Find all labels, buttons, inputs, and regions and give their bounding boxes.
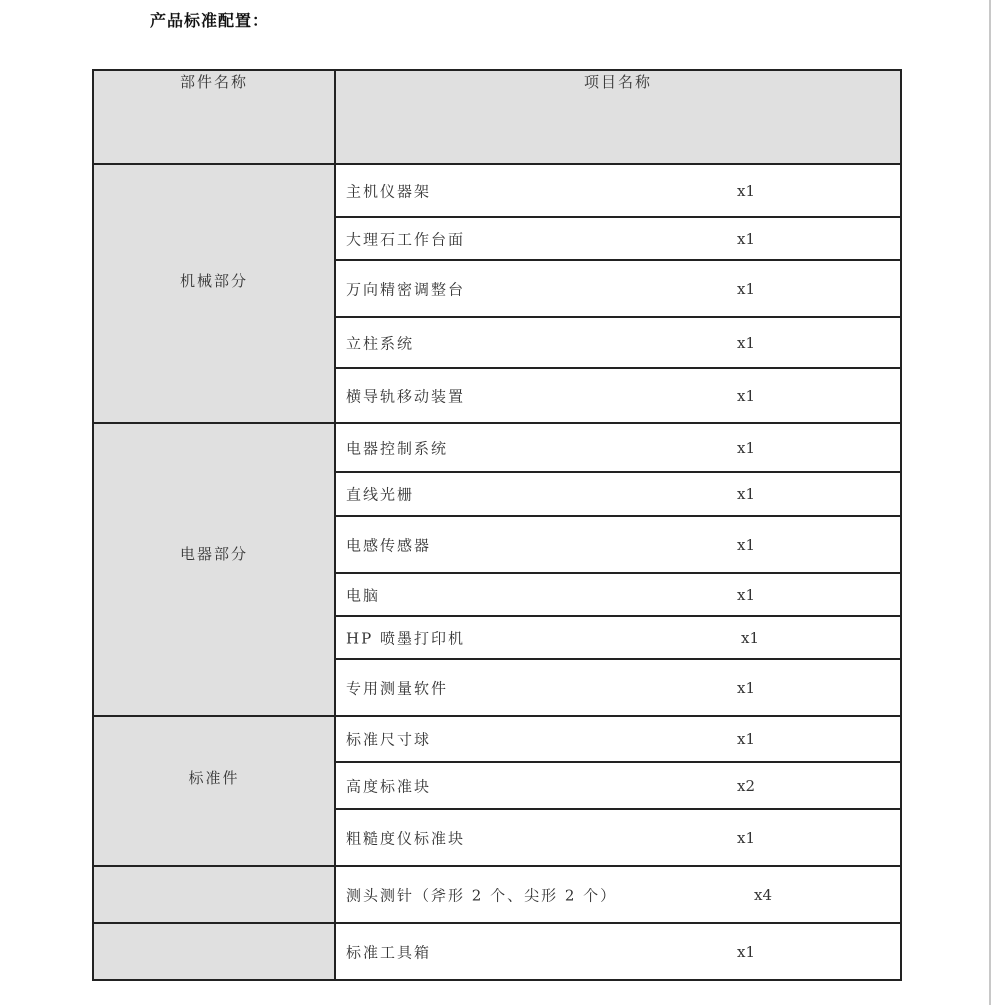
item-name: 测头测针（斧形 2 个、尖形 2 个） — [346, 886, 618, 904]
item-cell — [335, 164, 901, 217]
table-row — [93, 423, 901, 472]
item-cell — [335, 866, 901, 923]
item-qty: x1 — [737, 535, 756, 554]
configuration-table — [92, 69, 902, 981]
table-row — [93, 866, 901, 923]
item-cell — [335, 217, 901, 260]
item-name: 标准尺寸球 — [346, 730, 432, 749]
group-empty — [93, 866, 335, 923]
item-name: HP 喷墨打印机 — [346, 629, 465, 647]
item-cell — [335, 317, 901, 368]
item-name: 高度标准块 — [346, 777, 432, 795]
item-name: 万向精密调整台 — [346, 280, 466, 298]
item-qty: x1 — [737, 229, 756, 248]
item-cell — [335, 423, 901, 472]
item-cell — [335, 573, 901, 616]
item-cell — [335, 260, 901, 317]
item-qty: x2 — [737, 776, 756, 795]
item-name: 横导轨移动装置 — [346, 387, 466, 405]
item-cell — [335, 368, 901, 423]
item-qty: x1 — [737, 333, 756, 352]
header-item-name: 项目名称 — [335, 70, 901, 164]
item-name: 电脑 — [346, 586, 381, 604]
item-qty: x1 — [737, 181, 756, 200]
item-qty: x4 — [754, 885, 773, 904]
group-mechanical — [93, 164, 335, 423]
group-label: 标准件 — [188, 768, 240, 787]
item-name: 立柱系统 — [346, 334, 415, 352]
item-cell — [335, 923, 901, 980]
item-qty: x1 — [737, 438, 756, 457]
table-row — [93, 716, 901, 762]
table-row — [93, 164, 901, 217]
group-label: 电器部分 — [179, 545, 248, 563]
item-qty: x1 — [737, 828, 756, 847]
item-name: 电器控制系统 — [346, 439, 449, 457]
page-title: 产品标准配置： — [150, 11, 270, 30]
item-name: 直线光栅 — [346, 485, 415, 504]
group-empty — [93, 923, 335, 980]
group-standard-parts — [93, 716, 335, 866]
item-qty: x1 — [741, 628, 760, 647]
item-cell — [335, 659, 901, 716]
table-row — [93, 923, 901, 980]
item-name: 主机仪器架 — [346, 182, 432, 200]
header-part-name: 部件名称 — [93, 70, 335, 164]
item-name: 电感传感器 — [346, 536, 432, 554]
item-qty: x1 — [737, 386, 756, 405]
item-cell — [335, 472, 901, 516]
item-qty: x1 — [737, 678, 756, 697]
group-label: 机械部分 — [179, 272, 248, 290]
item-cell — [335, 616, 901, 659]
item-qty: x1 — [737, 730, 756, 748]
item-qty: x1 — [737, 942, 756, 961]
item-name: 专用测量软件 — [346, 679, 449, 697]
item-cell — [335, 762, 901, 809]
item-name: 大理石工作台面 — [346, 230, 466, 248]
table-header-row — [93, 70, 901, 164]
item-cell — [335, 516, 901, 573]
item-qty: x1 — [737, 585, 756, 604]
item-qty: x1 — [737, 485, 756, 503]
item-cell — [335, 716, 901, 762]
item-name: 标准工具箱 — [346, 943, 432, 961]
group-electrical — [93, 423, 335, 716]
item-cell — [335, 809, 901, 866]
item-name: 粗糙度仪标准块 — [346, 829, 466, 847]
item-qty: x1 — [737, 279, 756, 298]
